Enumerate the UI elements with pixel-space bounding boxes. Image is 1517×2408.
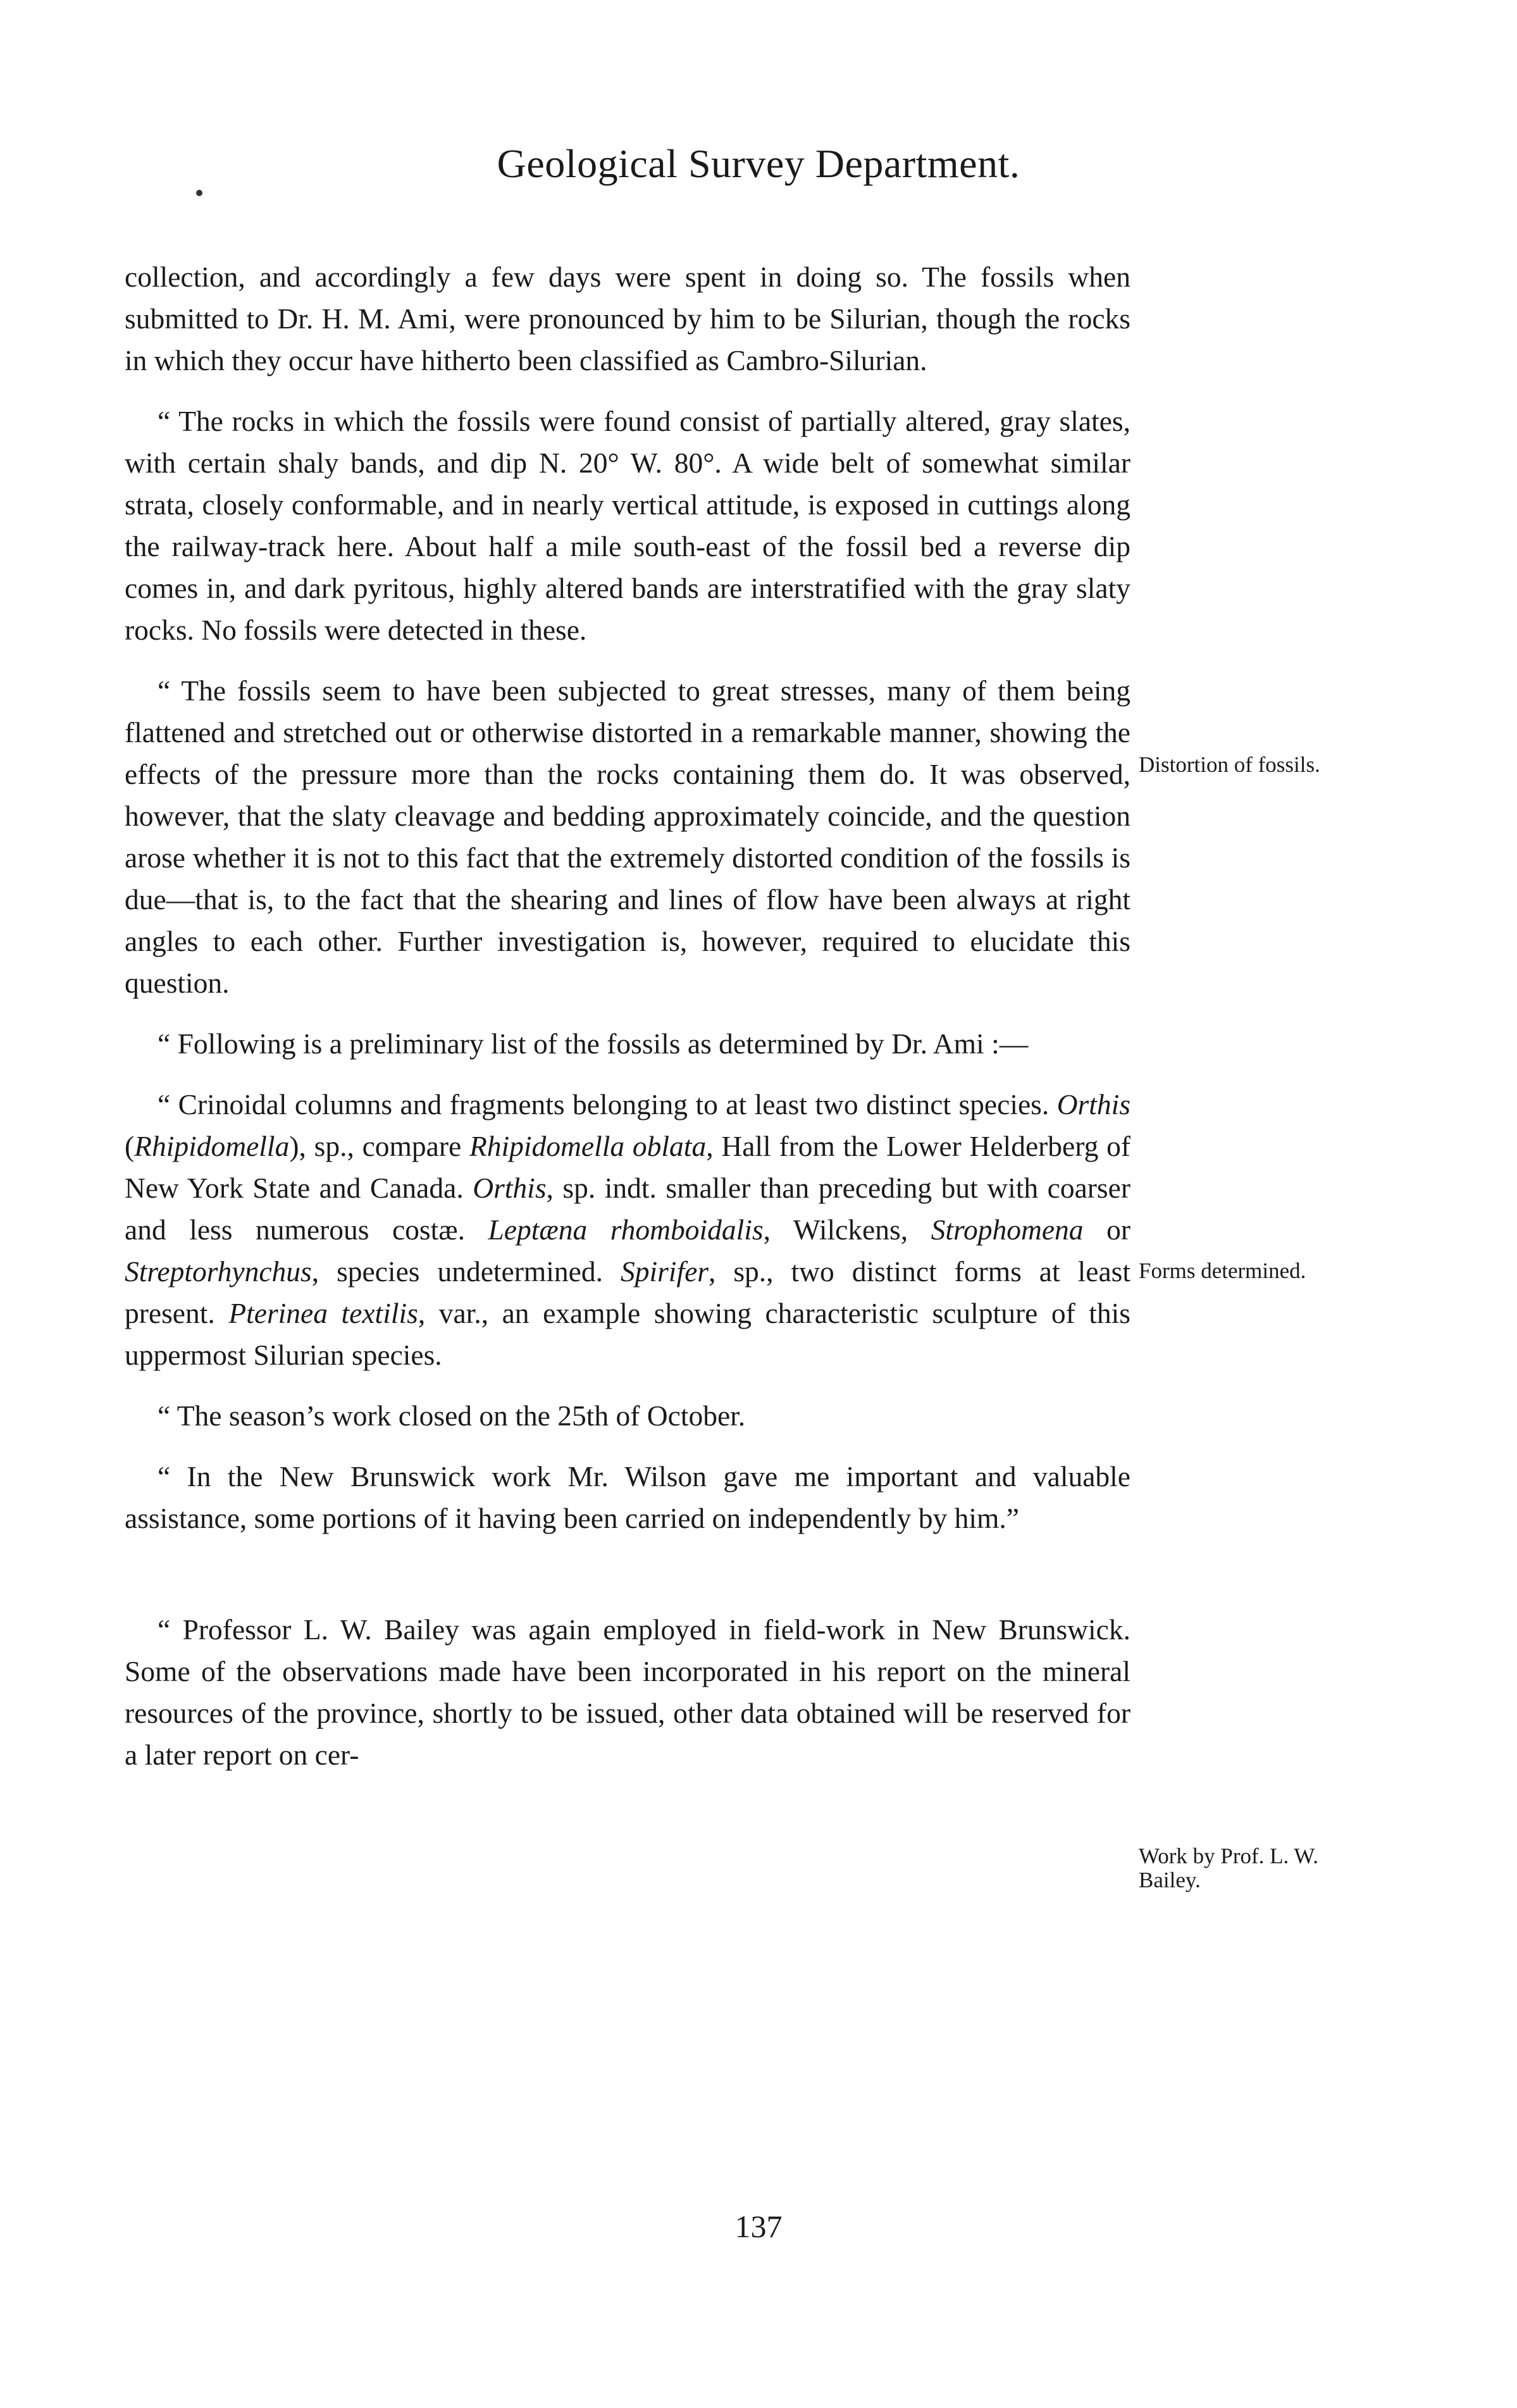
margin-note-forms: Forms determined.	[1139, 1258, 1306, 1283]
margin-note-bailey: Work by Prof. L. W. Bailey.	[1139, 1844, 1318, 1892]
paragraph-wilson: “ In the New Brunswick work Mr. Wilson gave me important and valuable assistance, some portions of it having been carried on independently by him.”	[125, 1460, 1130, 1534]
paragraph-preliminary-list: “ Following is a preliminary list of the fossils as determined by Dr. Ami :—	[158, 1027, 1029, 1060]
paragraph-bailey: “ Professor L. W. Bailey was again employed in field-work in New Brunswick. Some of the observations made have been incorporated in his report on the mineral resources of the province, shortly to be issued, other data obtained will be reserved for a later report on cer-	[125, 1613, 1130, 1771]
body-text	[125, 256, 1130, 1795]
running-header: Geological Survey Department.	[497, 141, 1020, 186]
page-number: 137	[734, 2209, 783, 2244]
margin-note-distortion: Distortion of fossils.	[1139, 752, 1320, 777]
paragraph-rocks: “ The rocks in which the fossils were found consist of partially altered, gray slates, with certain shaly bands, and dip N. 20° W. 80°. A wide belt of somewhat similar strata, closely conformable, and in nearly vertical attitude, is exposed in cuttings along the railway-track here. About half a mile south-east of the fossil bed a reverse dip comes in, and dark pyritous, highly altered bands are interstratified with the gray slaty rocks. No fossils were detected in these.	[125, 405, 1130, 646]
paragraph-distortion: “ The fossils seem to have been subjected to great stresses, many of them being flattened and stretched out or otherwise distorted in a remarkable manner, showing the effects of the pressure more than the rocks containing them do. It was observed, however, that the slaty cleavage and bedding approximately coincide, and the question arose whether it is not to this fact that the extremely distorted condition of the fossils is due—that is, to the fact that the shearing and lines of flow have been always at right angles to each other. Further investigation is, however, required to elucidate this question.	[125, 674, 1130, 999]
paragraph-season-closed: “ The season’s work closed on the 25th of October.	[158, 1399, 746, 1432]
paragraph-fossil-list: “ Crinoidal columns and fragments belonging to at least two distinct species. Orthis (Rhipidomella), sp., compare Rhipidomella oblata, Hall from the Lower Helderberg of New York State and Canada. Orthis, sp. indt. smaller than preceding but with coarser and less numerous costæ. Leptæna rhomboidalis, Wilckens, Strophomena or Streptorhynchus, species undetermined. Spirifer, sp., two distinct forms at least present. Pterinea textilis, var., an example showing characteristic sculpture of this uppermost Silurian species.	[125, 1088, 1131, 1371]
paragraph-collection: collection, and accordingly a few days were spent in doing so. The fossils when submitted to Dr. H. M. Ami, were pronounced by him to be Silurian, though the rocks in which they occur have hitherto been classified as Cambro-Silurian.	[125, 261, 1130, 376]
speck-mark	[196, 190, 202, 196]
